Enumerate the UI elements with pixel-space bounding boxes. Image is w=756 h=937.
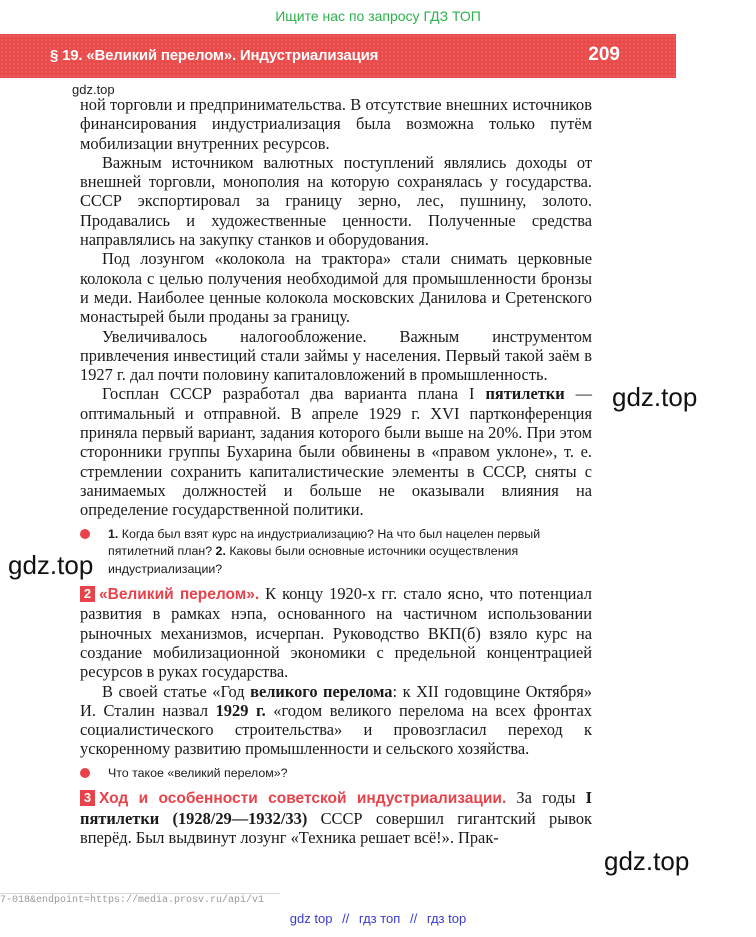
- chapter-title: § 19. «Великий перелом». Индустриализация: [50, 47, 379, 64]
- review-questions-1: [100, 526, 592, 579]
- question-text-great-turn: Что такое «великий перелом»?: [108, 765, 288, 780]
- watermark-right-bottom: gdz.top: [604, 846, 690, 876]
- term-year-1929: 1929 г.: [215, 700, 266, 720]
- section-3-title: Ход и особенности советской индустриализации.: [99, 790, 507, 808]
- s3-p1-a: За годы: [506, 788, 586, 808]
- question-bullet-icon: [80, 529, 90, 539]
- watermark-right-mid: gdz.top: [612, 382, 698, 412]
- footer-link-3[interactable]: гдз top: [426, 911, 467, 926]
- s2-p2-c: : к XII годовщине Октября» И. Сталин назвал: [80, 681, 592, 720]
- footer-separator-2: //: [409, 911, 418, 926]
- section-2-text-1: К концу 1920-х гг. стало ясно, что потенциал развития в рамках нэпа, основанного на частичном использовании рыночных механизмов, исчерпан. Руководство ВКП(б) взяло курс на создание мобилизационной экономики с предельной концентрацией ресурсов в руках государства.: [80, 584, 592, 682]
- section-2-number-badge: 2: [80, 586, 95, 602]
- paragraph-5-text-a: Госплан СССР разработал два варианта плана I: [102, 384, 486, 404]
- paragraph-2: Важным источником валютных поступлений являлись доходы от внешней торговли, монополия на которую сохранялась у государства. СССР экспортировал за границу зерно, лес, пушнину, золото. Продавались и художественные ценности. Полученные средства направлялись на закупку станков и оборудования.: [80, 152, 592, 250]
- page-number: 209: [588, 44, 620, 65]
- question-bullet-icon: [80, 768, 90, 778]
- footer-link-1[interactable]: gdz top: [289, 911, 333, 926]
- question-text-2: Каковы были основные источники осуществления индустриализации?: [108, 544, 519, 576]
- section-2-paragraph-2: [80, 682, 592, 759]
- review-question-2: [100, 765, 592, 783]
- footer-link-2[interactable]: гдз топ: [358, 911, 401, 926]
- page-body: [80, 95, 592, 847]
- term-great-turn: великого перелома: [250, 681, 393, 701]
- paragraph-5: [80, 384, 592, 519]
- s2-p2-e: «годом великого перелома на всех фронтах социалистического строительства» и провозгласил переход к ускоренному развитию промышленности и сельского хозяйства.: [80, 700, 592, 759]
- paragraph-1: ной торговли и предпринимательства. В отсутствие внешних источников финансирования индустриализация была возможна только путём мобилизации внутренних ресурсов.: [80, 95, 592, 153]
- paragraph-3: Под лозунгом «колокола на трактора» стали снимать церковные колокола с целью получения необходимой для промышленности бронзы и меди. Наиболее ценные колокола московских Данилова и Сретенского монастырей были проданы за границу.: [80, 249, 592, 327]
- s3-p1-c: СССР совершил гигантский рывок вперёд. Был выдвинут лозунг «Техника решает всё!». Прак-: [80, 808, 592, 847]
- source-url-fragment: 7-018&endpoint=https://media.prosv.ru/api/v1: [0, 893, 280, 906]
- question-text-1: Когда был взят курс на индустриализацию? На что был нацелен первый пятилетний план?: [108, 526, 541, 559]
- term-five-year-plan: пятилетки: [485, 384, 565, 404]
- footer-links: [0, 911, 756, 926]
- paragraph-4: Увеличивалось налогообложение. Важным инструментом привлечения инвестиций стали займы у населения. Первый такой заём в 1927 г. дал почти половину капиталовложений в промышленность.: [80, 326, 592, 385]
- watermark-left-mid: gdz.top: [8, 550, 94, 580]
- section-3: [80, 788, 592, 847]
- footer-separator-1: //: [342, 911, 350, 926]
- section-2-title: «Великий перелом».: [99, 586, 260, 604]
- term-first-five-year-plan-years: I пятилетки (1928/29—1932/33): [80, 788, 592, 828]
- section-2: [80, 584, 592, 681]
- paragraph-5-text-c: — оптимальный и отправной. В апреле 1929 г. XVI партконференция приняла первый вариант, задания которого были выше на 20%. При этом сторонники группы Бухарина были обвинены в «правом уклоне», т. е. стремлении сохранить капиталистические элементы в СССР, сняты с занимаемых должностей и больше не оказывали влияния на определение государственной политики.: [80, 384, 592, 520]
- section-3-number-badge: 3: [80, 790, 95, 806]
- watermark-small: gdz.top: [72, 82, 115, 97]
- s2-p2-a: В своей статье «Год: [102, 681, 251, 701]
- question-number-1: 1.: [108, 526, 119, 541]
- top-search-hint[interactable]: Ищите нас по запросу ГДЗ ТОП: [275, 8, 481, 24]
- chapter-header-band: [0, 34, 676, 78]
- question-number-2: 2.: [215, 544, 226, 559]
